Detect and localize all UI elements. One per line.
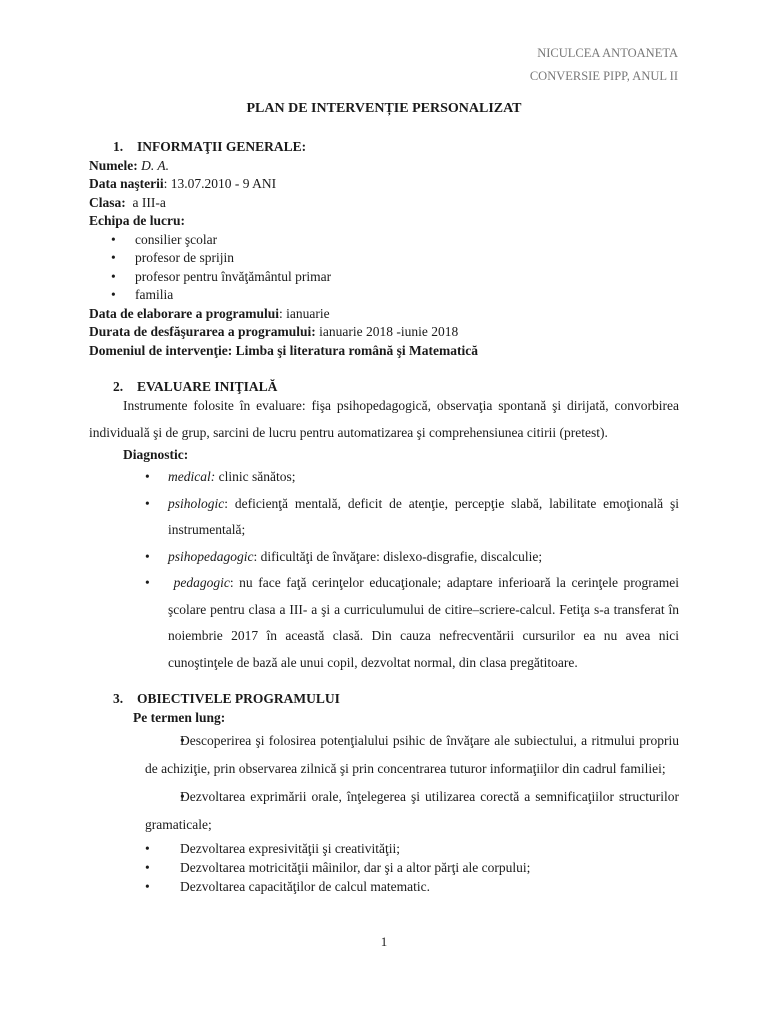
- birth-row: Data naşterii: 13.07.2010 - 9 ANI: [89, 176, 277, 191]
- list-item: • Dezvoltarea capacităţilor de calcul matematic.: [89, 877, 679, 896]
- page-header: [530, 42, 678, 88]
- list-item: • Dezvoltarea expresivităţii şi creativităţii;: [89, 839, 679, 858]
- name-row: Numele: D. A.: [89, 157, 169, 173]
- domain-row: Domeniul de intervenţie: Limba şi literatura română şi Matematică: [89, 342, 478, 358]
- long-term-label: Pe termen lung:: [133, 709, 226, 725]
- list-item: • familia: [89, 286, 679, 305]
- list-item: • consilier şcolar: [89, 231, 679, 250]
- evaluation-intro: Instrumente folosite în evaluare: fişa psihopedagogică, observaţia spontană şi dirijată, convorbirea individuală şi de grup, sarcini de lucru pentru automatizarea şi comprehensiunea citirii (pretest).: [89, 397, 679, 440]
- duration-row: Durata de desfăşurarea a programului: ianuarie 2018 -iunie 2018: [89, 324, 459, 339]
- page-title: PLAN DE INTERVENȚIE PERSONALIZAT: [246, 101, 522, 116]
- list-item: • medical: clinic sănătos;: [89, 464, 679, 491]
- list-item: • psihologic: deficienţă mentală, deficit de atenţie, percepţie slabă, labilitate emoţională şi instrumentală;: [89, 491, 679, 544]
- diagnostic-list: [89, 464, 679, 676]
- team-label: Echipa de lucru:: [89, 213, 186, 228]
- list-item: • Dezvoltarea motricităţii mâinilor, dar şi a altor părţi ale corpului;: [89, 858, 679, 877]
- objectives-list: [89, 727, 679, 896]
- list-item: • pedagogic: nu face faţă cerinţelor educaţionale; adaptare inferioară la cerinţele programei şcolare pentru clasa a III- a şi a curriculumului de citire–scriere-calcul. Fetiţa s-a transferat în noiembrie 2017 în această clasă. Din cauza nefrecventării cursurilor ea nu avea nici cunoştinţele de bază ale unui copil, dezvoltat normal, din clasa pregătitoare.: [89, 570, 679, 676]
- section-3-heading: 3. OBIECTIVELE PROGRAMULUI: [113, 691, 340, 706]
- list-item: • psihopedagogic: dificultăţi de învăţare: dislexo-disgrafie, discalculie;: [89, 544, 679, 571]
- class-row: Clasa: a III-a: [89, 194, 166, 210]
- program-name: CONVERSIE PIPP, ANUL II: [529, 69, 678, 83]
- list-item: • profesor pentru învăţământul primar: [89, 268, 679, 287]
- diagnostic-label: Diagnostic:: [123, 446, 189, 462]
- elaboration-row: Data de elaborare a programului: ianuarie: [89, 305, 330, 321]
- author-name: NICULCEA ANTOANETA: [537, 46, 678, 60]
- page-number: 1: [380, 934, 388, 949]
- team-list: [89, 231, 679, 305]
- section-1-heading: 1. INFORMAŢII GENERALE:: [113, 139, 307, 154]
- list-item: • Dezvoltarea exprimării orale, înţelegerea şi utilizarea corectă a semnificaţiilor structurilor gramaticale;: [89, 783, 679, 839]
- section-2-heading: 2. EVALUARE INIŢIALĂ: [113, 379, 278, 394]
- document-body: [89, 138, 679, 896]
- list-item: • Descoperirea şi folosirea potenţialului psihic de învăţare ale subiectului, a ritmului propriu de achiziţie, prin observarea zilnică şi prin concentrarea tuturor informaţiilor din cadrul familiei;: [89, 727, 679, 783]
- list-item: • profesor de sprijin: [89, 249, 679, 268]
